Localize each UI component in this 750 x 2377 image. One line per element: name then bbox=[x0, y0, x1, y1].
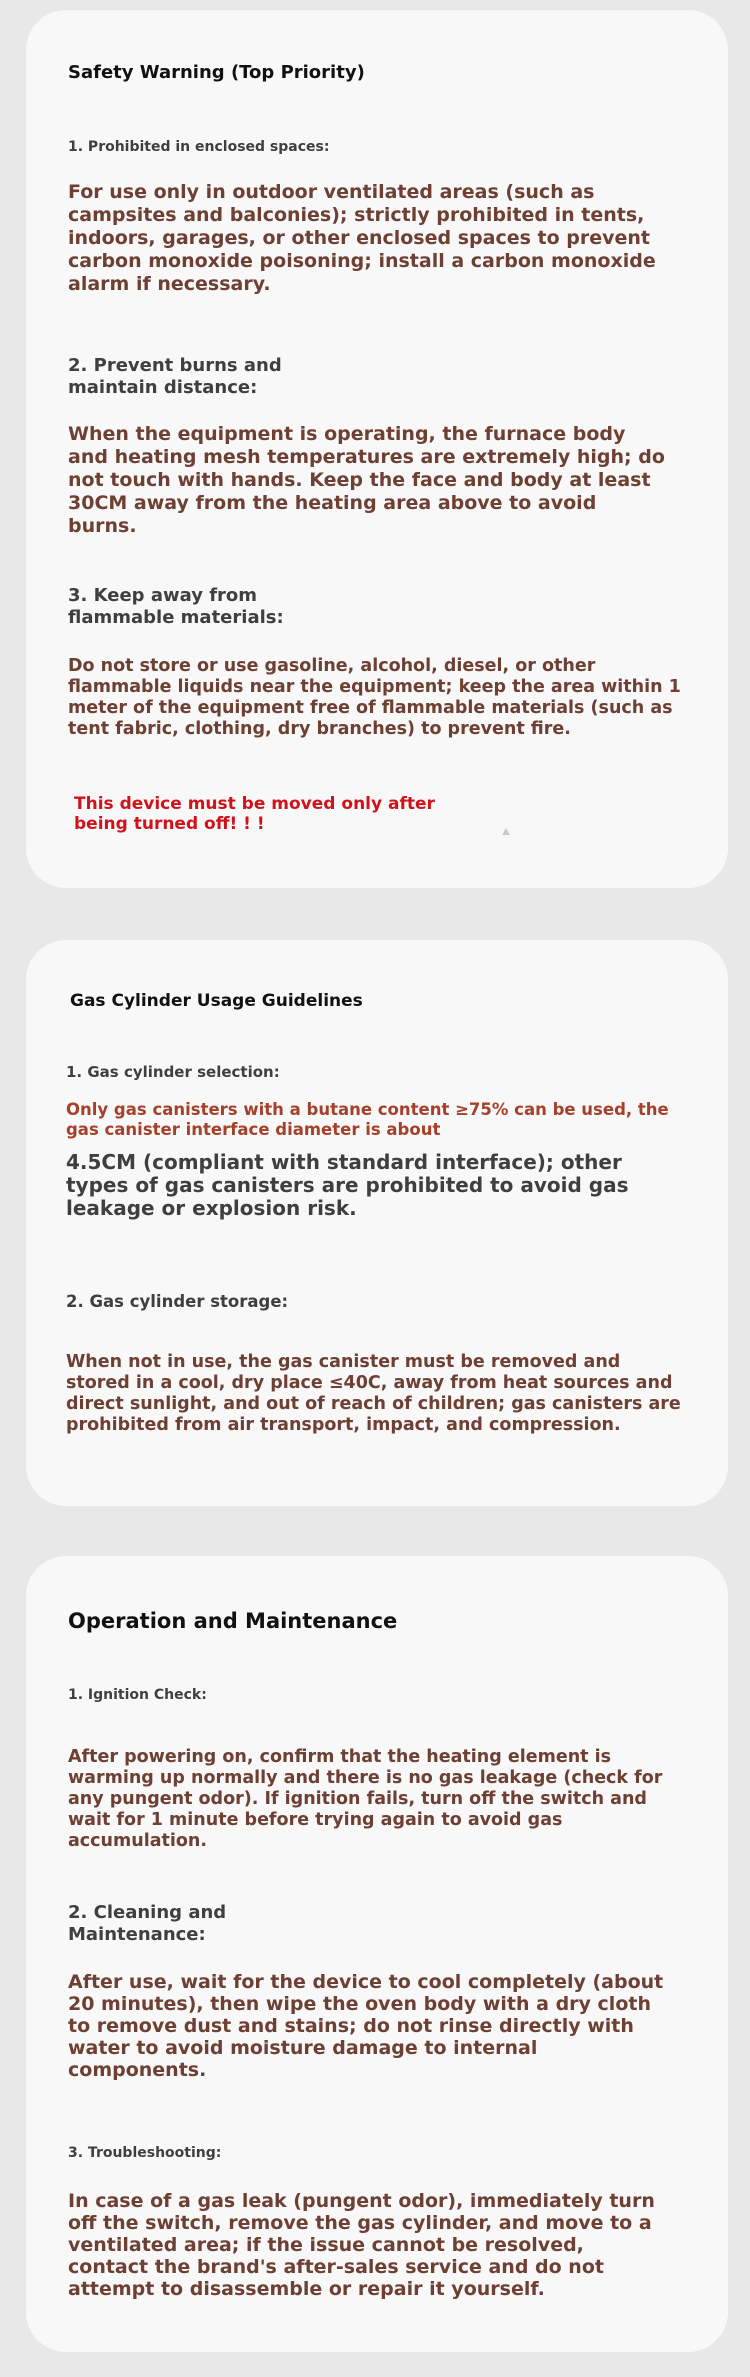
triangle-marker-icon bbox=[502, 828, 510, 835]
item-body: Only gas canisters with a butane content ≥75% can be used, the gas canister interface diameter is about bbox=[66, 1100, 669, 1139]
item-heading: 1. Prohibited in enclosed spaces: bbox=[68, 139, 330, 155]
item-body: For use only in outdoor ventilated areas (such as campsites and balconies); strictly prohibited in tents, indoors, garages, or other enclosed spaces to prevent carbon monoxide poisoning; install a carbon monoxide alarm if necessary. bbox=[68, 181, 656, 295]
warning-text: This device must be moved only after being turned off! ! ! bbox=[74, 794, 435, 834]
item-heading: 3. Keep away from flammable materials: bbox=[68, 585, 284, 628]
item-heading: 3. Troubleshooting: bbox=[68, 2145, 222, 2161]
section-title: Safety Warning (Top Priority) bbox=[68, 62, 365, 83]
section-title: Gas Cylinder Usage Guidelines bbox=[70, 991, 363, 1011]
item-body: When not in use, the gas canister must be removed and stored in a cool, dry place ≤40C, away from heat sources and direct sunlight, and out of reach of children; gas canisters are prohibited from air transport, impact, and compression. bbox=[66, 1352, 681, 1435]
safety-warning-card bbox=[26, 10, 728, 888]
item-body: After use, wait for the device to cool completely (about 20 minutes), then wipe the oven body with a dry cloth to remove dust and stains; do not rinse directly with water to avoid moisture damage to internal components. bbox=[68, 1971, 664, 2081]
item-body: Do not store or use gasoline, alcohol, diesel, or other flammable liquids near the equipment; keep the area within 1 meter of the equipment free of flammable materials (such as tent fabric, clothing, dry branches) to prevent fire. bbox=[68, 656, 681, 739]
section-title: Operation and Maintenance bbox=[68, 1609, 398, 1633]
item-body-continued: 4.5CM (compliant with standard interface); other types of gas canisters are prohibited to avoid gas leakage or explosion risk. bbox=[66, 1150, 629, 1220]
item-heading: 1. Gas cylinder selection: bbox=[66, 1063, 280, 1081]
item-body: After powering on, confirm that the heating element is warming up normally and there is no gas leakage (check for any pungent odor). If ignition fails, turn off the switch and wait for 1 minute before trying again to avoid gas accumulation. bbox=[68, 1747, 663, 1851]
item-heading: 2. Cleaning and Maintenance: bbox=[68, 1902, 227, 1945]
operation-maintenance-card bbox=[26, 1556, 728, 2352]
item-heading: 1. Ignition Check: bbox=[68, 1687, 207, 1703]
item-body: In case of a gas leak (pungent odor), immediately turn off the switch, remove the gas cylinder, and move to a ventilated area; if the issue cannot be resolved, contact the brand's after-sales service and do not attempt to disassemble or repair it yourself. bbox=[68, 2190, 655, 2300]
item-heading: 2. Prevent burns and maintain distance: bbox=[68, 355, 282, 398]
item-heading: 2. Gas cylinder storage: bbox=[66, 1292, 289, 1311]
item-body: When the equipment is operating, the furnace body and heating mesh temperatures are extremely high; do not touch with hands. Keep the face and body at least 30CM away from the heating area above to avoid burns. bbox=[68, 423, 665, 537]
gas-cylinder-card bbox=[26, 940, 728, 1506]
